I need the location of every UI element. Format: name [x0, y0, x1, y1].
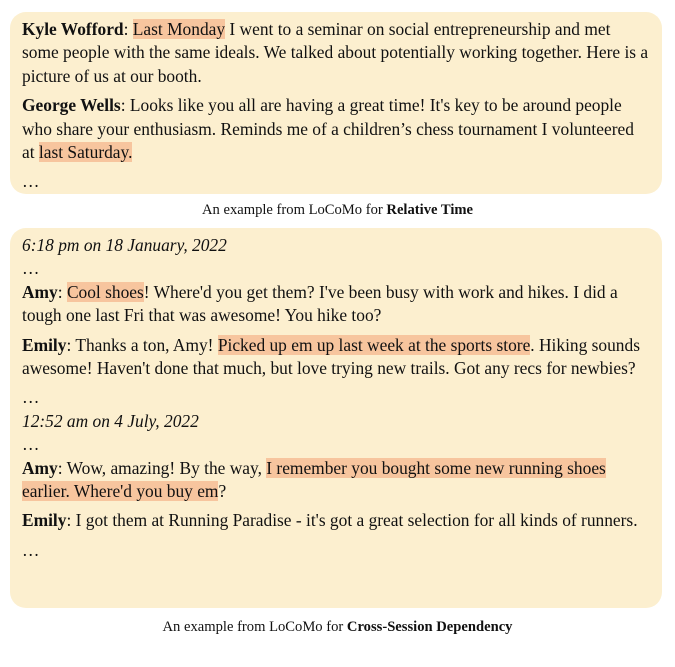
turn-text: . Hiking sounds awesome! Haven't done that much, but love trying new trails. Got any recs for newbies? — [22, 334, 640, 379]
turn-text: I went to a seminar on social entrepreneurship and met some people with the same ideals. We talked about potentially working together. Here is a picture of us at our booth. — [22, 19, 649, 86]
caption-bold-term: Relative Time — [386, 202, 474, 218]
ellipsis: … — [22, 387, 40, 408]
speaker-name: Amy — [22, 457, 58, 478]
dialogue-turn — [22, 94, 650, 164]
highlighted-phrase: I remember you bought some new running shoes earlier. Where'd you buy em — [22, 457, 606, 502]
caption-text: An example from LoCoMo for — [162, 619, 347, 635]
turn-text: : I got them at Running Paradise - it's got a great selection for all kinds of runners. — [66, 510, 638, 531]
session-timestamp: 6:18 pm on 18 January, 2022 — [22, 235, 227, 255]
turn-text: : Wow, amazing! By the way, — [57, 457, 267, 478]
caption-text: An example from LoCoMo for — [201, 202, 387, 218]
caption-bold-term: Cross-Session Dependency — [346, 619, 513, 635]
dialogue-turn — [22, 334, 650, 381]
turn-text: : Looks like you all are having a great time! It's key to be around people who share your enthusiasm. Reminds me of a children’s chess tournament I volunteered at — [22, 95, 634, 163]
session-timestamp: 12:52 am on 4 July, 2022 — [22, 410, 199, 431]
turn-text: : Thanks a ton, Amy! — [66, 334, 218, 355]
highlighted-phrase: last Saturday. — [38, 142, 133, 163]
ellipsis: … — [22, 171, 40, 192]
separator: : — [57, 281, 67, 302]
example-box-cross-session — [10, 228, 662, 608]
ellipsis: … — [22, 434, 40, 455]
ellipsis: … — [22, 539, 40, 560]
highlighted-phrase: Picked up em up last week at the sports store — [217, 334, 531, 355]
speaker-name: Amy — [22, 281, 58, 302]
turn-text: ? — [218, 481, 227, 502]
speaker-name: Kyle Wofford — [22, 19, 124, 39]
dialogue-turn — [22, 457, 650, 504]
caption-cross-session — [0, 618, 675, 636]
turn-text: ! Where'd you get them? I've been busy with work and hikes. I did a tough one last Fri that was awesome! You hike too? — [22, 281, 618, 326]
caption-relative-time — [0, 201, 675, 219]
speaker-name: Emily — [22, 334, 67, 355]
separator: : — [123, 19, 133, 39]
dialogue-turn — [22, 18, 650, 88]
highlighted-phrase: Cool shoes — [66, 281, 144, 302]
example-box-relative-time — [10, 12, 662, 194]
dialogue-turn — [22, 281, 650, 328]
highlighted-phrase: Last Monday — [132, 19, 226, 39]
dialogue-turn — [22, 509, 650, 532]
ellipsis: … — [22, 258, 40, 279]
speaker-name: Emily — [22, 510, 67, 531]
speaker-name: George Wells — [22, 95, 121, 116]
